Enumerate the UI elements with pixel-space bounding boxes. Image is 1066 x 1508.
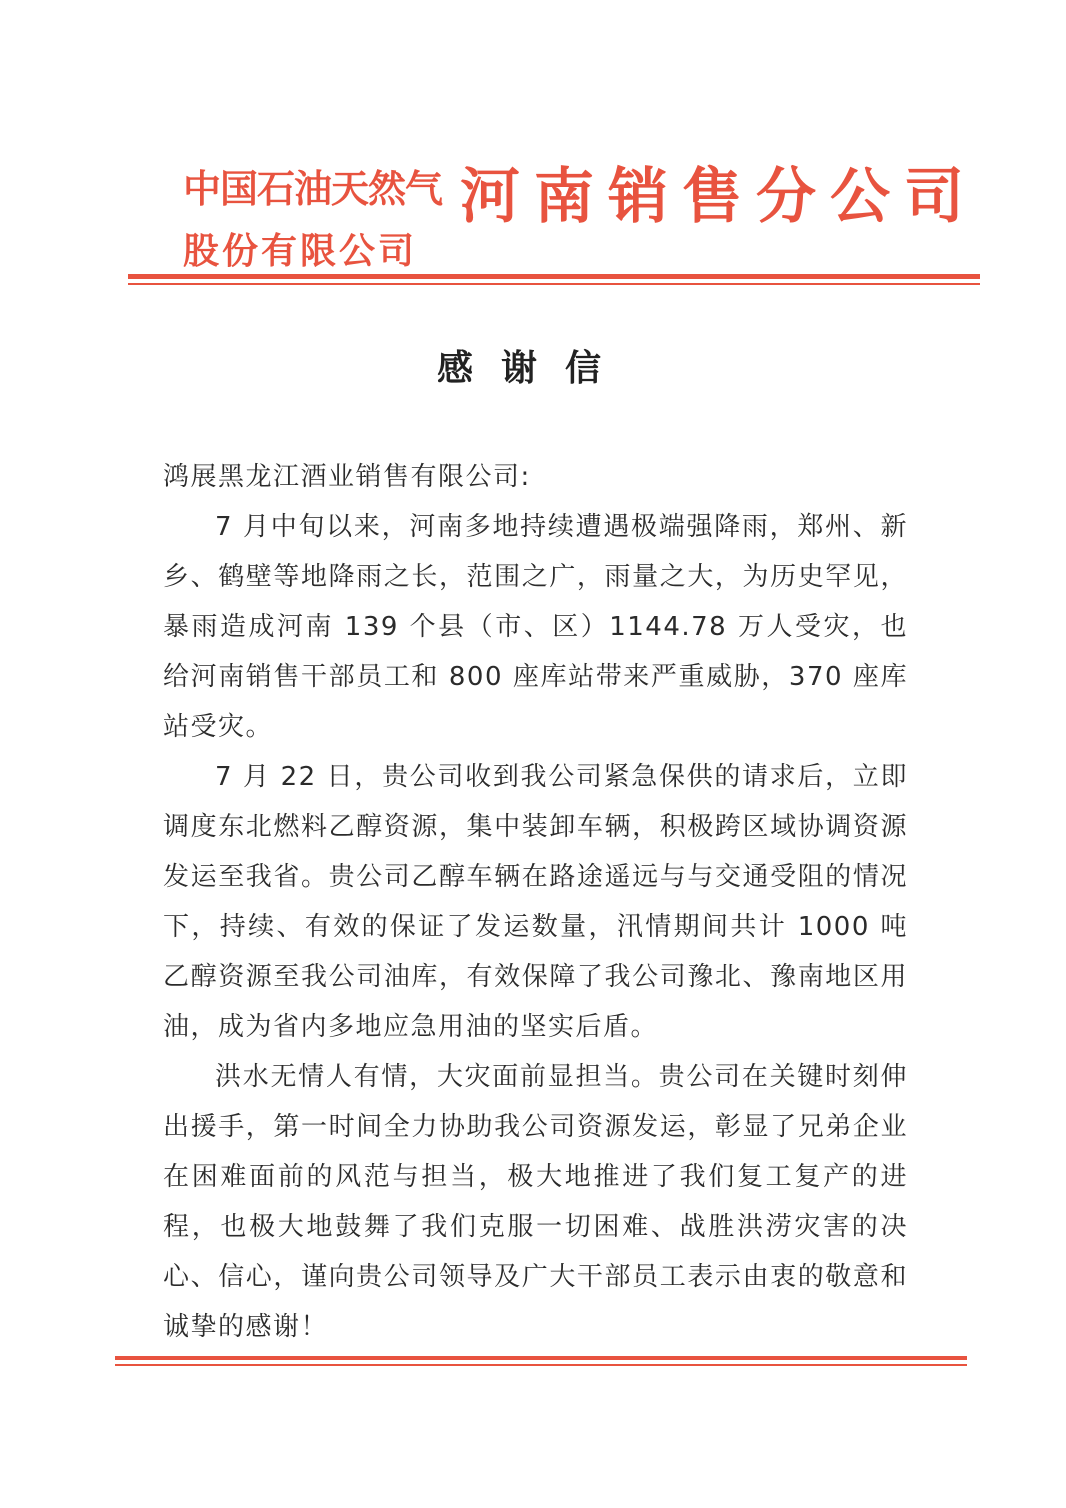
paragraph-3: 洪水无情人有情，大灾面前显担当。贵公司在关键时刻伸出援手，第一时间全力协助我公司资源发运，彰显了兄弟企业在困难面前的风范与担当，极大地推进了我们复工复产的进程，也极大地鼓舞了我们克服一切困难、战胜洪涝灾害的决心、信心，谨向贵公司领导及广大干部员工表示由衷的敬意和诚挚的感谢！ bbox=[163, 1062, 908, 1342]
header-rule-thin bbox=[128, 283, 980, 285]
letter-body bbox=[163, 452, 908, 1352]
letter-title: 感谢信 bbox=[436, 347, 629, 389]
paragraph-1: 7 月中旬以来，河南多地持续遭遇极端强降雨，郑州、新乡、鹤壁等地降雨之长，范围之广，雨量之大，为历史罕见，暴雨造成河南 139 个县（市、区）1144.78 万人受灾，也给河南销售干部员工和 800 座库站带来严重威胁，370 座库站受灾。 bbox=[163, 512, 908, 742]
company-name-line1: 中国石油天然气 bbox=[183, 166, 443, 211]
letterhead bbox=[0, 0, 1066, 300]
salutation: 鸿展黑龙江酒业销售有限公司: bbox=[163, 462, 531, 492]
company-name-line2: 股份有限公司 bbox=[183, 230, 418, 272]
footer-rule-thick bbox=[115, 1356, 967, 1360]
footer-rule-thin bbox=[115, 1364, 967, 1366]
branch-name: 河南销售分公司 bbox=[460, 162, 978, 232]
paragraph-2: 7 月 22 日，贵公司收到我公司紧急保供的请求后，立即调度东北燃料乙醇资源，集中装卸车辆，积极跨区域协调资源发运至我省。贵公司乙醇车辆在路途遥远与与交通受阻的情况下，持续、有效的保证了发运数量，汛情期间共计 1000 吨乙醇资源至我公司油库，有效保障了我公司豫北、豫南地区用油，成为省内多地应急用油的坚实后盾。 bbox=[163, 762, 908, 1042]
header-rule-thick bbox=[128, 274, 980, 279]
company-name-block bbox=[183, 164, 442, 276]
